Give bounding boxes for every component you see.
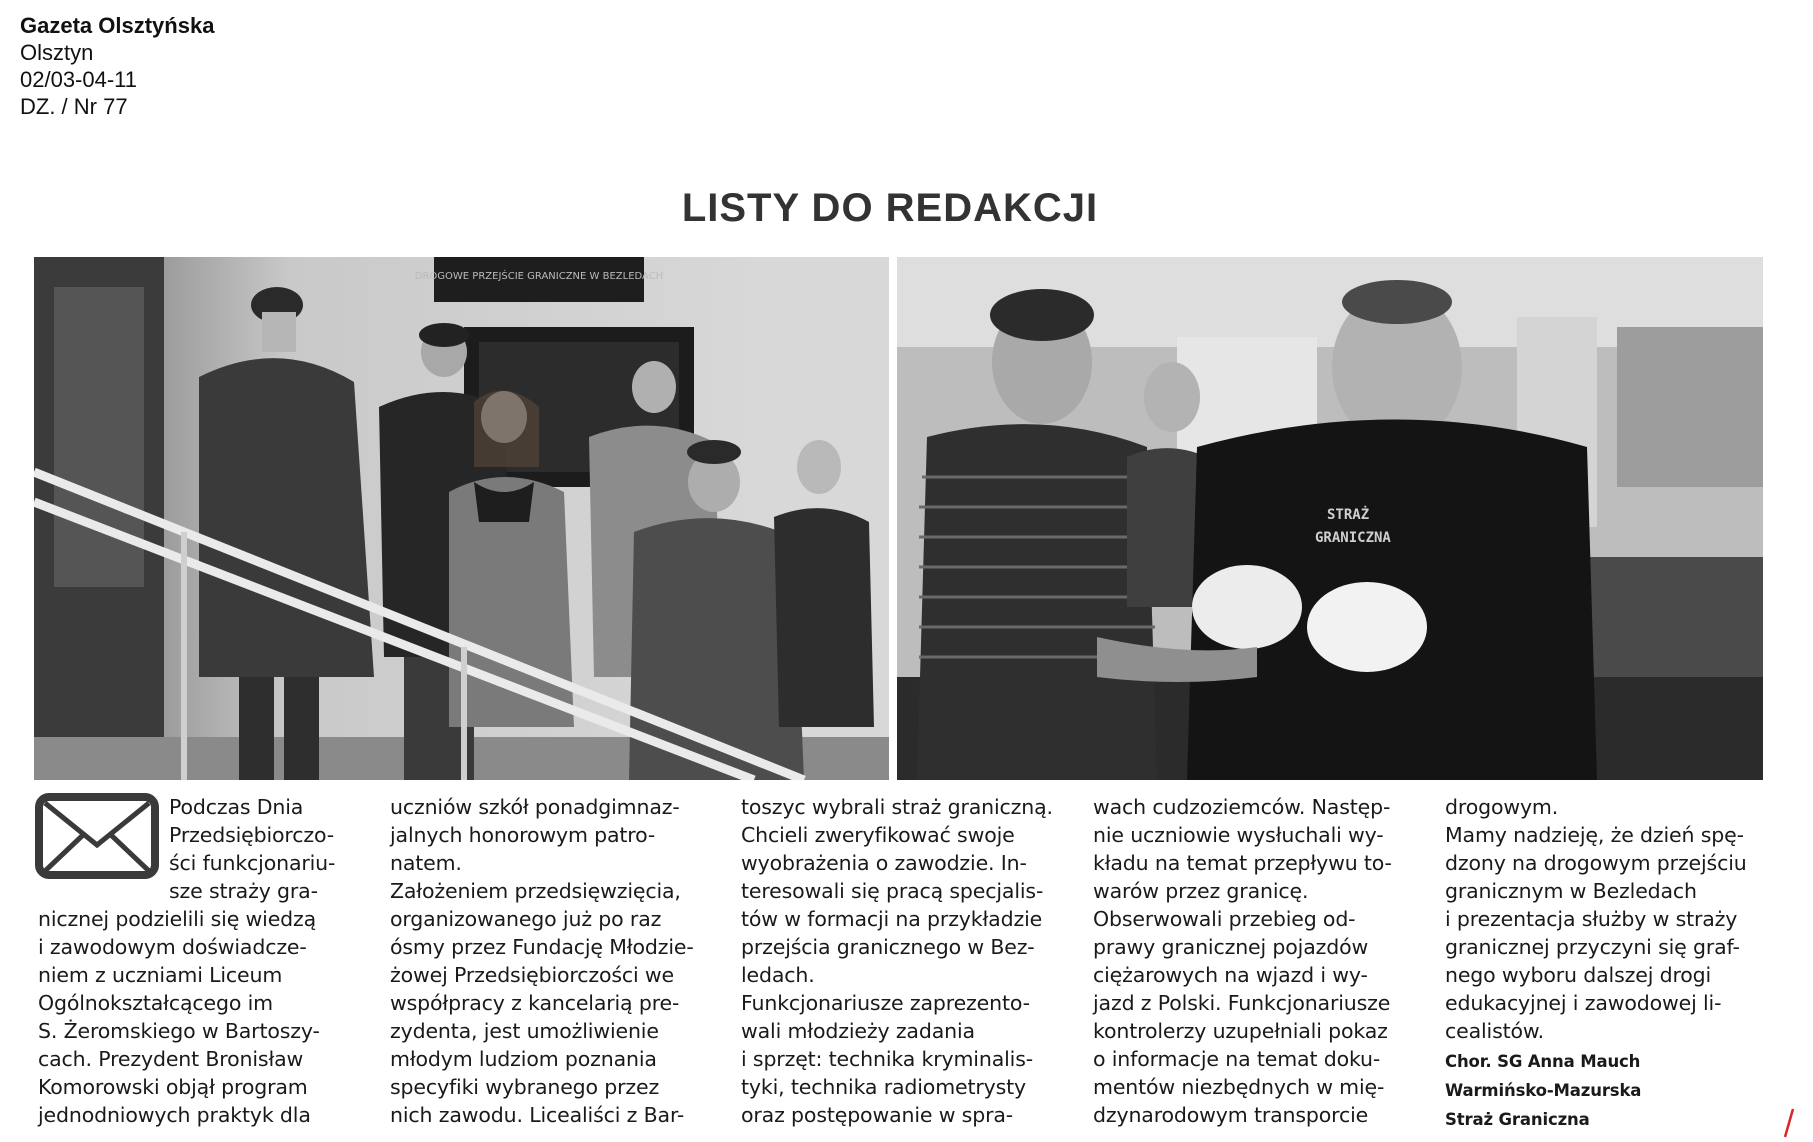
article-text: drogowym. Mamy nadzieję, że dzień spę- dzony na drogowym przejściu granicznym w Bezledach i prezentacja służby w straży granicznej przyczyni się graf- nego wyboru dalszej drogi edukacyjnej i zawodowej li- cealistów. [1445,795,1747,1043]
publication-date: 02/03-04-11 [20,67,138,92]
article-column-1-top [169,793,344,905]
article-text: uczniów szkół ponadgimnaz- jalnych honorowym patro- natem. Założeniem przedsięwzięcia, organizowanego już po raz ósmy przez Fundację Młodzie- żowej Przedsiębiorczości we współpracy z kancelarią pre- zydenta, jest umożliwienie młodym ludziom poznania specyfiki wybranego przez nich zawodu. Licealiści z Bar- [390,795,694,1127]
author-name: Chor. SG Anna Mauch [1445,1052,1641,1071]
photo-students-at-border-crossing [34,257,889,780]
article-column-2 [390,793,730,1129]
author-signature [1445,1047,1785,1134]
end-mark-icon [1783,1108,1795,1138]
newspaper-name: Gazeta Olsztyńska [20,13,215,38]
author-organization: Straż Graniczna [1445,1110,1590,1129]
article-text: Podczas Dnia Przedsiębiorczo- ści funkcjonariu- sze straży gra- [169,795,336,903]
envelope-icon [35,793,159,879]
article-column-1 [38,905,378,1129]
article-text: wach cudzoziemców. Następ- nie uczniowie wysłuchali wy- kładu na temat przepływu to- warów przez granicę. Obserwowali przebieg od- prawy granicznej pojazdów ciężarowych na wjazd i wy- jazd z Polski. Funkcjonariusze kontrolerzy uzupełniali pokaz o informacje na temat doku- mentów niezbędnych w mię- dzynarodowym transporcie [1093,795,1392,1127]
article-column-4 [1093,793,1433,1129]
clipping-masthead [20,12,214,120]
author-unit: Warmińsko-Mazurska [1445,1081,1642,1100]
issue-number: DZ. / Nr 77 [20,94,128,119]
shirt-text-line1: STRAŻ [1327,507,1370,523]
article-column-5 [1445,793,1785,1134]
shirt-text-line2: GRANICZNA [1315,530,1391,546]
article-text: nicznej podzielili się wiedzą i zawodowym doświadcze- niem z uczniami Liceum Ogólnokształcącego im S. Żeromskiego w Bartoszy- cach. Prezydent Bronisław Komorowski objął program jednodniowych praktyk dla [38,907,320,1127]
article-text: toszyc wybrali straż graniczną. Chcieli zweryfikować swoje wyobrażenia o zawodzie. In- teresowali się pracą specjalis- tów w formacji na przykładzie przejścia granicznego w Bez- ledach. Funkcjonariusze zaprezento- wali młodzieży zadania i sprzęt: technika kryminalis- tyki, technika radiometrysty oraz postępowanie w spra- [741,795,1053,1127]
article-column-3 [741,793,1081,1129]
newspaper-city: Olsztyn [20,40,94,65]
building-sign: DROGOWE PRZEJŚCIE GRANICZNE W BEZLEDACH [414,271,664,282]
section-title: LISTY DO REDAKCJI [681,186,1099,230]
photo-officer-fingerprint-demo [897,257,1763,780]
